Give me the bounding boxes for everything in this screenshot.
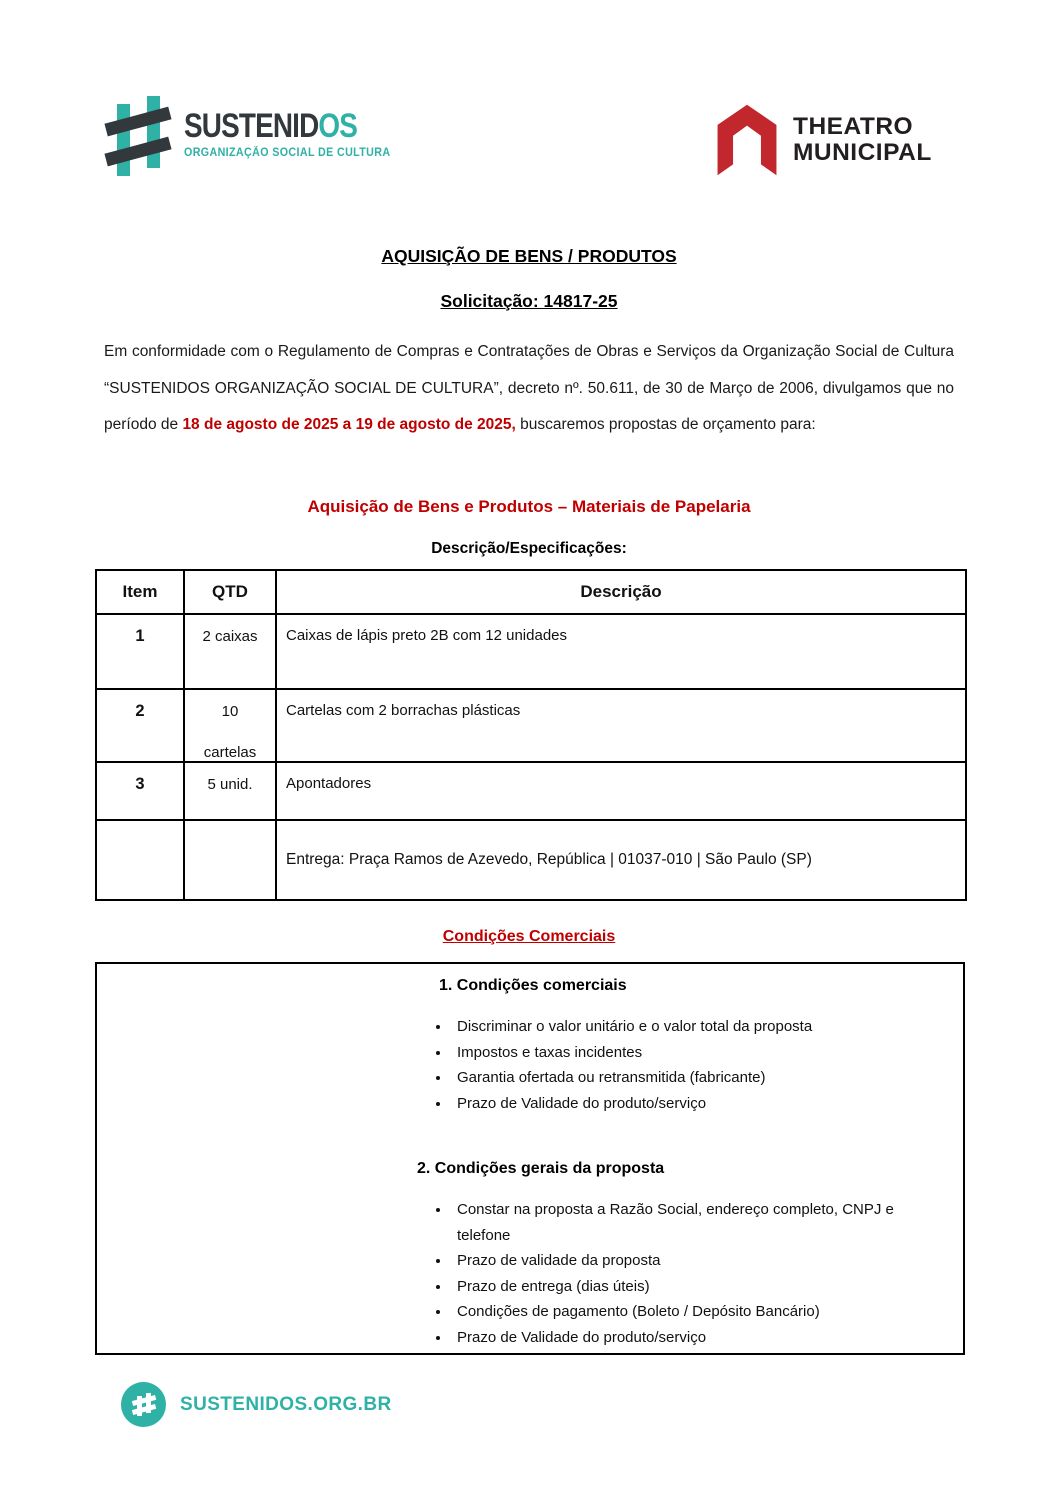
request-number-title: Solicitação: 14817-25 [440, 291, 618, 311]
list-item: • Prazo de validade da proposta [451, 1248, 945, 1274]
table-header-row [96, 570, 966, 614]
sharp-hashtag-icon [108, 94, 174, 180]
item-qtd-line2: cartelas [203, 744, 257, 761]
list-item: • Discriminar o valor unitário e o valor total da proposta [451, 1014, 945, 1040]
table-row [96, 614, 966, 689]
list-item: • Impostos e taxas incidentes [451, 1040, 945, 1066]
item-description: Apontadores [276, 762, 966, 820]
item-number [96, 820, 184, 900]
items-table [95, 569, 967, 901]
item-number: 3 [96, 762, 184, 820]
list-item: • Condições de pagamento (Boleto / Depósito Bancário) [451, 1299, 945, 1325]
commercial-conditions-heading: Condições Comerciais [442, 928, 616, 945]
sustenidos-tagline: ORGANIZAÇÃO SOCIAL DE CULTURA [184, 147, 391, 159]
intro-text-before: Em conformidade com o Regulamento de Compras e Contratações de Obras e Serviços da Organização Social de Cultura “SUSTENIDOS ORGANIZAÇÃO SOCIAL DE CULTURA”, decreto nº. 50.611, de 30 de Março de 2006, divulgamos que no período de [104, 343, 954, 433]
table-row [96, 689, 966, 762]
conditions-section-2-title: 2. Condições gerais da proposta [417, 1160, 665, 1177]
item-qtd: 5 unid. [184, 762, 276, 820]
list-item: • Prazo de Validade do produto/serviço [451, 1091, 945, 1117]
table-row [96, 762, 966, 820]
intro-paragraph [104, 334, 954, 444]
document-title: AQUISIÇÃO DE BENS / PRODUTOS [381, 246, 677, 266]
item-number: 1 [96, 614, 184, 689]
specifications-subheading: Descrição/Especificações: [431, 540, 627, 557]
list-item: • Prazo de Validade do produto/serviço [451, 1325, 945, 1351]
delivery-address: Entrega: Praça Ramos de Azevedo, República | 01037-010 | São Paulo (SP) [276, 820, 966, 900]
footer [121, 1382, 392, 1427]
item-qtd [184, 820, 276, 900]
col-header-item: Item [96, 570, 184, 614]
sustenidos-wordmark [184, 94, 406, 159]
intro-text-after: buscaremos propostas de orçamento para: [515, 416, 816, 433]
theatro-line1: THEATRO [793, 113, 914, 140]
theatro-line2: MUNICIPAL [793, 139, 932, 166]
item-description: Caixas de lápis preto 2B com 12 unidades [276, 614, 966, 689]
sustenidos-logo [108, 94, 406, 180]
theatro-municipal-logo [716, 103, 932, 177]
conditions-box [95, 962, 965, 1355]
conditions-section-1-title: 1. Condições comerciais [439, 977, 627, 994]
table-row [96, 820, 966, 900]
wordmark-dark: SUSTENID [184, 107, 319, 145]
conditions-section-2-list [417, 1197, 945, 1350]
conditions-section-1-list [417, 1014, 945, 1116]
sharp-hashtag-circle-icon [121, 1382, 166, 1427]
col-header-qtd: QTD [184, 570, 276, 614]
item-qtd-line1: 10 [221, 703, 239, 720]
intro-date-range: 18 de agosto de 2025 a 19 de agosto de 2025, [182, 416, 516, 433]
item-qtd: 2 caixas [184, 614, 276, 689]
list-item: • Constar na proposta a Razão Social, endereço completo, CNPJ e telefone [451, 1197, 945, 1248]
theatro-wordmark [793, 114, 932, 166]
item-number: 2 [96, 689, 184, 762]
col-header-descricao: Descrição [276, 570, 966, 614]
item-description: Cartelas com 2 borrachas plásticas [276, 689, 966, 762]
wordmark-accent: OS [318, 107, 358, 145]
list-item: • Prazo de entrega (dias úteis) [451, 1274, 945, 1300]
acquisition-section-heading: Aquisição de Bens e Produtos – Materiais de Papelaria [307, 497, 751, 516]
red-arch-portal-icon [716, 103, 778, 177]
item-qtd [184, 689, 276, 762]
footer-website: SUSTENIDOS.ORG.BR [180, 1393, 392, 1415]
list-item: • Garantia ofertada ou retransmitida (fabricante) [451, 1065, 945, 1091]
